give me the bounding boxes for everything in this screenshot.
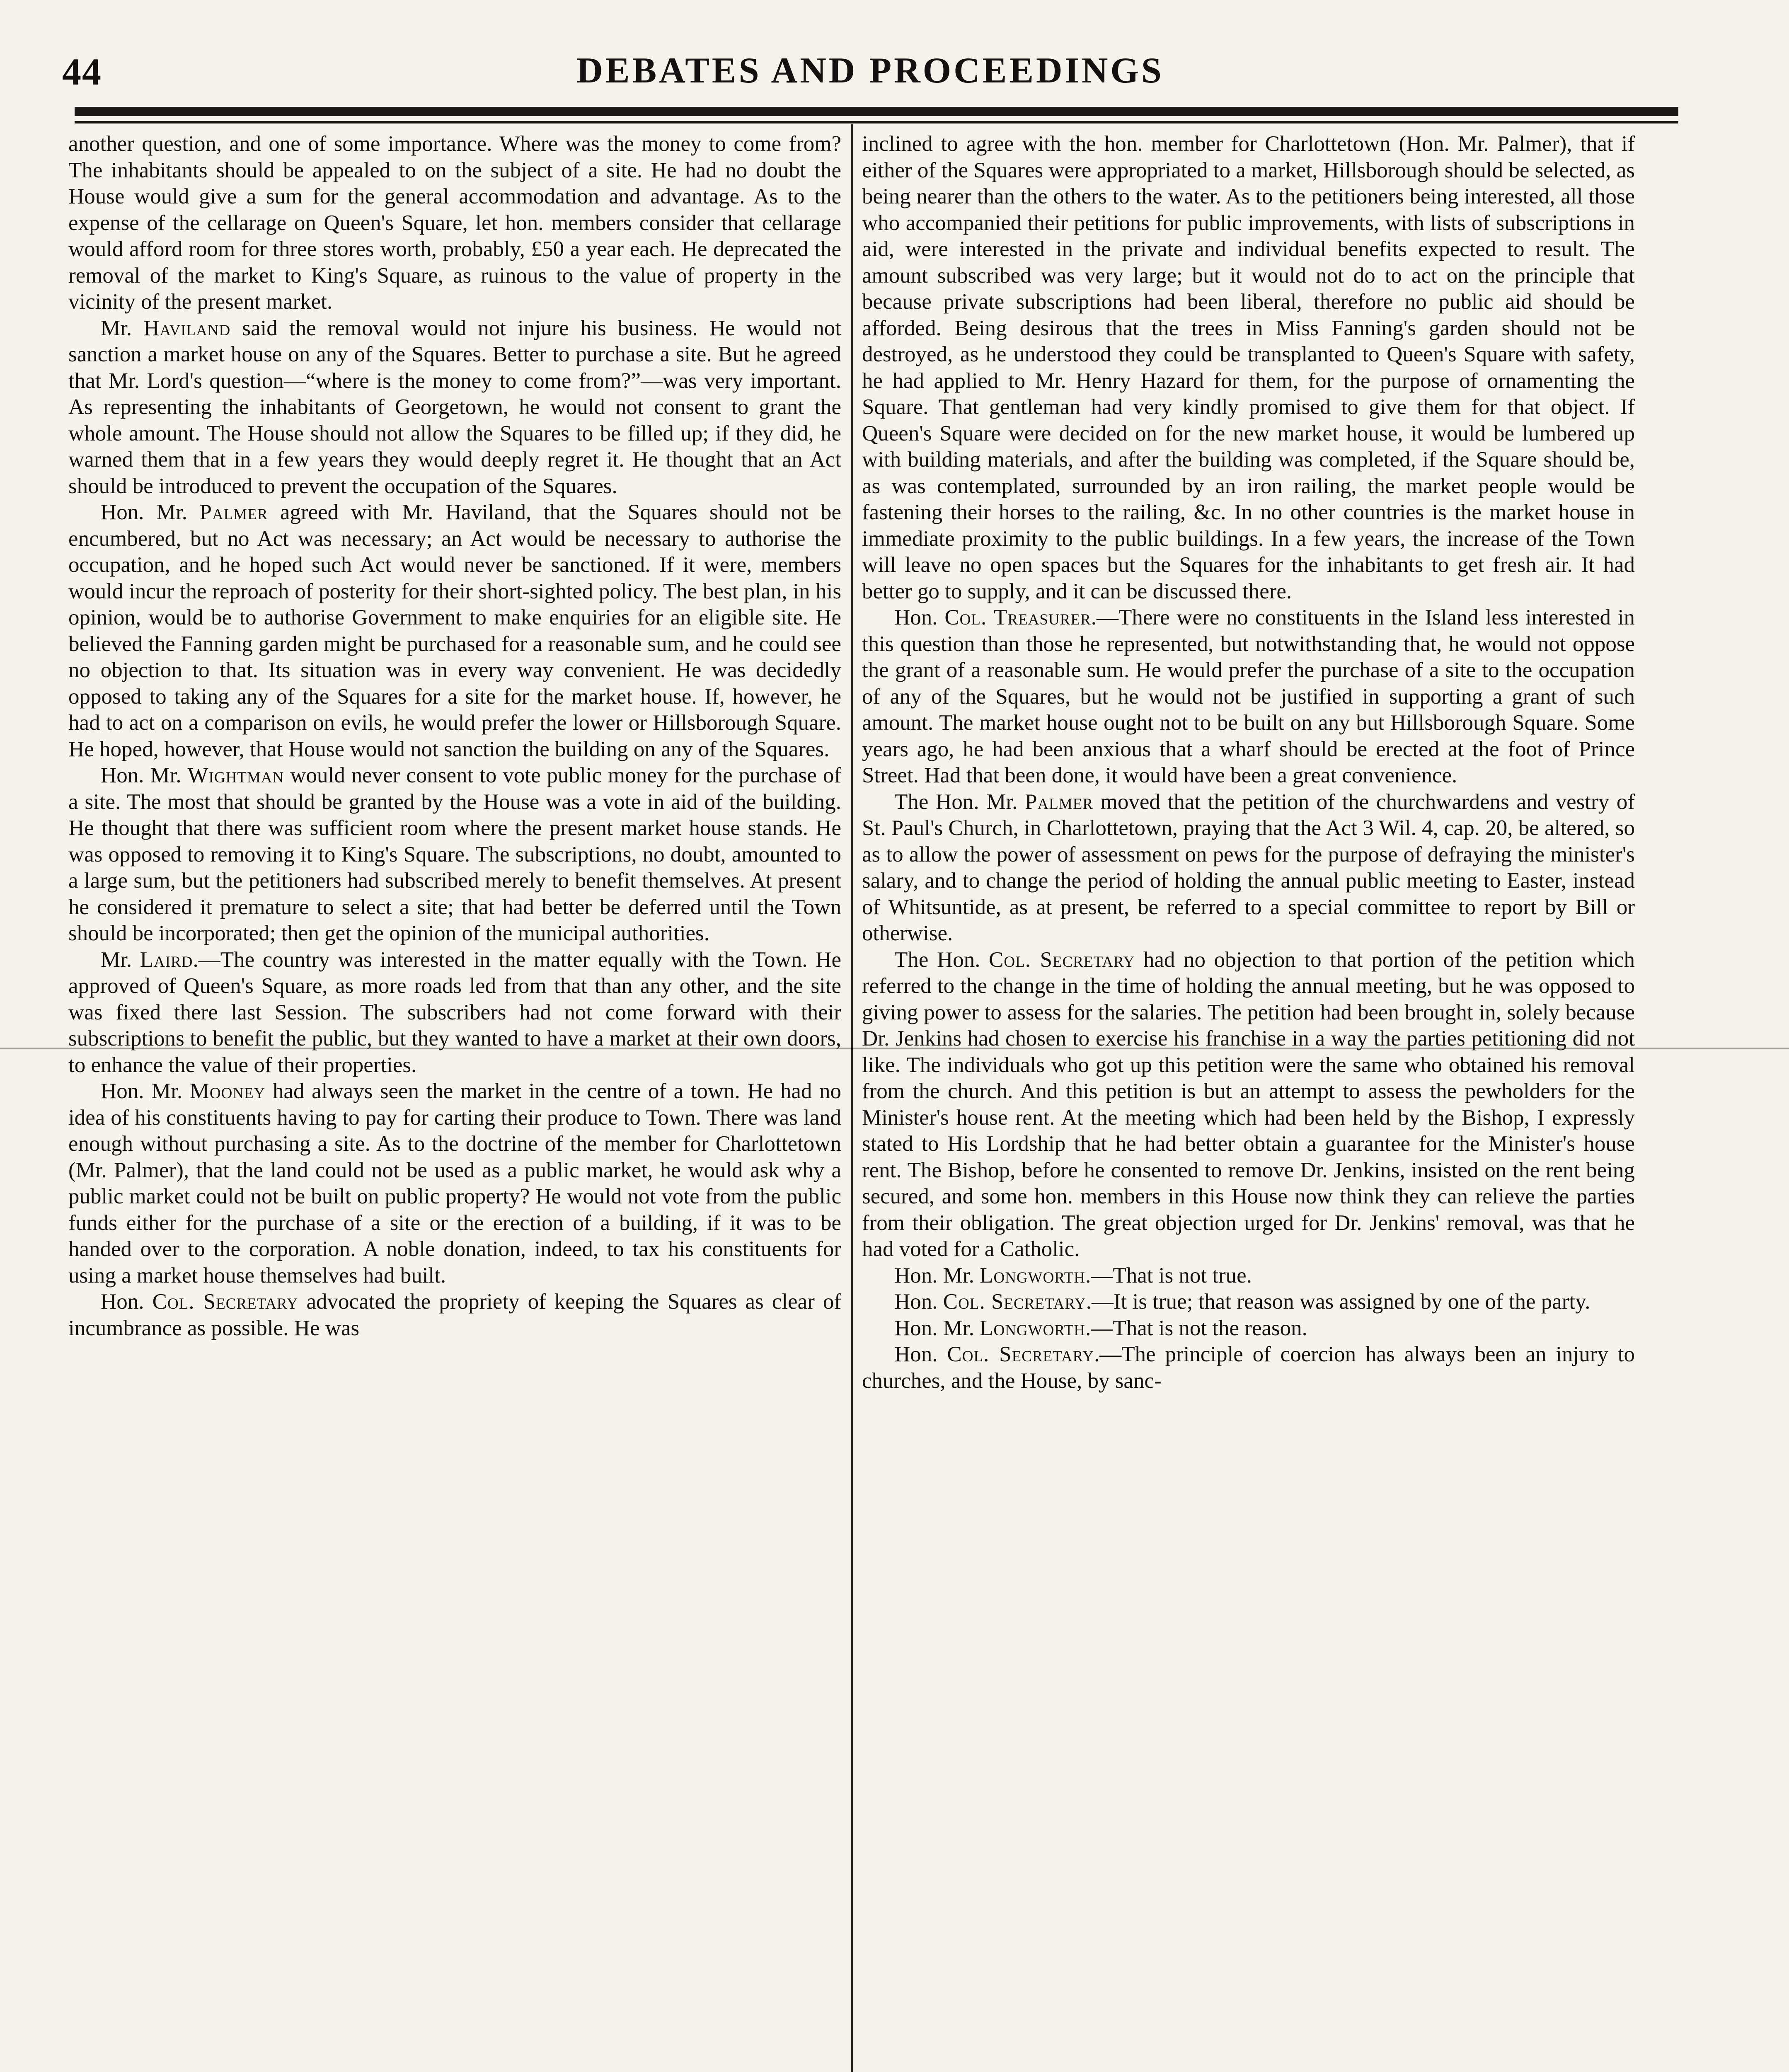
paragraph bbox=[862, 131, 1635, 605]
column-divider bbox=[851, 124, 853, 2072]
paragraph-text: inclined to agree with the hon. member for Charlottetown (Hon. Mr. Palmer), that if either of the Squares were appropriated to a market, Hillsborough should be selected, as being nearer than the others to the water. As to the petitioners being interested, all those who accompanied their petitions for public improvements, with lists of subscriptions in aid, were interested in the private and individual benefits expected to result. The amount subscribed was very large; but it would not do to act on the principle that because private subscriptions had been liberal, therefore no public aid should be afforded. Being desirous that the trees in Miss Fanning's garden should not be destroyed, as he understood they could be transplanted to Queen's Square with safety, he had applied to Mr. Henry Hazard for them, for the purpose of ornamenting the Square. That gentleman had very kindly promised to give them for that object. If Queen's Square were decided on for the new market house, it would be lumbered up with building materials, and after the building was completed, if the Square should be, as was contemplated, surrounded by an iron railing, the market people would be fastening their horses to the railing, &c. In no other countries is the market house in immediate proximity to the public buildings. In a few years, the increase of the Town will leave no open spaces but the Squares for the inhabitants to get fresh air. It had better go to supply, and it can be discussed there. bbox=[862, 132, 1635, 603]
paragraph bbox=[68, 315, 841, 500]
speaker-name: Mooney bbox=[189, 1079, 266, 1103]
paragraph bbox=[68, 1289, 841, 1341]
paragraph bbox=[862, 605, 1635, 789]
paragraph-text: Hon. bbox=[101, 1290, 153, 1314]
paragraph bbox=[862, 947, 1635, 1263]
right-column bbox=[862, 131, 1635, 2072]
paragraph-text: another question, and one of some importance. Where was the money to come from? The inhabitants should be appealed to on the subject of a site. He had no doubt the House would give a sum for the general accommodation and advantage. As to the expense of the cellarage on Queen's Square, let hon. members consider that cellarage would afford room for three stores worth, probably, £50 a year each. He deprecated the removal of the market to King's Square, as ruinous to the value of property in the vicinity of the present market. bbox=[68, 132, 841, 314]
speaker-name: Col. Secretary bbox=[947, 1342, 1094, 1366]
paragraph-text: would never consent to vote public money for the purchase of a site. The most that should be granted by the House was a vote in aid of the building. He thought that there was sufficient room where the present market house stands. He was opposed to removing it to King's Square. The subscriptions, no doubt, amounted to a large sum, but the petitioners had subscribed merely to benefit themselves. At present he considered it premature to select a site; that had better be deferred until the Town should be incorporated; then get the opinion of the municipal authorities. bbox=[68, 763, 841, 945]
header-rule-thin bbox=[75, 121, 1678, 123]
paragraph bbox=[68, 499, 841, 762]
paragraph bbox=[68, 1078, 841, 1289]
paragraph-text: had always seen the market in the centre of a town. He had no idea of his constituents having to pay for carting their produce to Town. There was land enough without purchasing a site. As to the doctrine of the member for Charlottetown (Mr. Palmer), that the land could not be used as a public market, he would ask why a public market could not be built on public property? He would not vote from the public funds either for the purchase of a site or the erection of a building, if it was to be handed over to the corporation. A noble donation, indeed, to tax his constituents for using a market house themselves had built. bbox=[68, 1079, 841, 1288]
page-number: 44 bbox=[62, 51, 102, 93]
paragraph bbox=[68, 947, 841, 1079]
paragraph-text: Hon. Mr. bbox=[101, 1079, 190, 1103]
paragraph bbox=[68, 131, 841, 315]
speaker-name: Palmer bbox=[1025, 789, 1094, 814]
page-fold-line bbox=[0, 1048, 1789, 1049]
paragraph-text: .—The country was interested in the matter equally with the Town. He approved of Queen's Square, as more roads led from that than any other, and the site was fixed there last Session. The subscribers had not come forward with their subscriptions to benefit the public, but they wanted to have a market at their own doors, to enhance the value of their properties. bbox=[68, 947, 841, 1077]
paragraph-text: The Hon. bbox=[894, 947, 989, 972]
speaker-name: Col. Treasurer bbox=[944, 605, 1091, 629]
paragraph-text: .—It is true; that reason was assigned by one of the party. bbox=[1086, 1290, 1590, 1314]
paragraph-text: Hon. bbox=[894, 1290, 943, 1314]
paragraph-text: Hon. Mr. bbox=[894, 1263, 980, 1288]
paragraph-text: had no objection to that portion of the petition which referred to the change in the time of holding the annual meeting, but he was opposed to giving power to assess for the salaries. The petition had been brought in, solely because Dr. Jenkins had chosen to exercise his franchise in a way the parties petitioning did not like. The individuals who got up this petition were the same who obtained his removal from the church. And this petition is but an attempt to assess the pewholders for the Minister's house rent. At the meeting which had been held by the Bishop, I expressly stated to His Lordship that he had better obtain a guarantee for the Minister's house rent. The Bishop, before he consented to remove Dr. Jenkins, insisted on the rent being secured, and some hon. members in this House now think they can relieve the parties from their obligation. The great objection urged for Dr. Jenkins' removal, was that he had voted for a Catholic. bbox=[862, 947, 1635, 1261]
running-head-title: DEBATES AND PROCEEDINGS bbox=[576, 51, 1164, 91]
speaker-name: Laird bbox=[140, 947, 193, 972]
header-rule-thick bbox=[75, 107, 1678, 116]
paragraph-text: Hon. Mr. bbox=[101, 500, 200, 524]
paragraph-text: Mr. bbox=[101, 947, 140, 972]
paragraph bbox=[862, 1263, 1635, 1289]
paragraph bbox=[862, 1341, 1635, 1394]
speaker-name: Col. Secretary bbox=[152, 1290, 298, 1314]
paragraph-text: Hon. bbox=[894, 605, 945, 629]
paragraph-text: advocated the propriety of keeping the Squares as clear of incumbrance as possible. He was bbox=[68, 1290, 841, 1340]
speaker-name: Haviland bbox=[143, 316, 231, 340]
paragraph-text: moved that the petition of the churchwardens and vestry of St. Paul's Church, in Charlottetown, praying that the Act 3 Wil. 4, cap. 20, be altered, so as to allow the power of assessment on pews for the purpose of defraying the minister's salary, and to change the period of holding the annual public meeting to Easter, instead of Whitsuntide, as at present, be referred to a special committee to report by Bill or otherwise. bbox=[862, 789, 1635, 945]
paragraph-text: .—There were no constituents in the Island less interested in this question than those he represented, but notwithstanding that, he would not oppose the grant of a reasonable sum. He would prefer the purchase of a site to the occupation of any of the Squares, but he would not be justified in supporting a grant of such amount. The market house ought not to be built on any but Hillsborough Square. Some years ago, he had been anxious that a wharf should be erected at the foot of Prince Street. Had that been done, it would have been a great convenience. bbox=[862, 605, 1635, 787]
speaker-name: Longworth bbox=[980, 1316, 1086, 1340]
paragraph-text: The Hon. Mr. bbox=[894, 789, 1025, 814]
speaker-name: Wightman bbox=[187, 763, 284, 787]
page-header bbox=[62, 50, 1678, 108]
speaker-name: Palmer bbox=[199, 500, 268, 524]
paragraph-text: said the removal would not injure his business. He would not sanction a market house on any of the Squares. Better to purchase a site. But he agreed that Mr. Lord's question—“where is the money to come from?”—was very important. As representing the inhabitants of Georgetown, he would not consent to grant the whole amount. The House should not allow the Squares to be filled up; if they did, he warned them that in a few years they would deeply regret it. He thought that an Act should be introduced to prevent the occupation of the Squares. bbox=[68, 316, 841, 498]
paragraph-text: Mr. bbox=[101, 316, 144, 340]
paragraph-text: Hon. bbox=[894, 1342, 947, 1366]
paragraph-text: Hon. Mr. bbox=[894, 1316, 980, 1340]
speaker-name: Longworth bbox=[980, 1263, 1086, 1288]
paragraph bbox=[862, 789, 1635, 947]
paragraph bbox=[862, 1315, 1635, 1342]
paragraph bbox=[862, 1289, 1635, 1315]
left-column bbox=[68, 131, 841, 2072]
paragraph bbox=[68, 762, 841, 947]
paragraph-text: Hon. Mr. bbox=[101, 763, 188, 787]
paragraph-text: .—That is not true. bbox=[1085, 1263, 1252, 1288]
speaker-name: Col. Secretary bbox=[943, 1290, 1086, 1314]
paragraph-text: .—That is not the reason. bbox=[1085, 1316, 1307, 1340]
paragraph-text: .—The principle of coercion has always been an injury to churches, and the House, by sanc- bbox=[862, 1342, 1635, 1393]
speaker-name: Col. Secretary bbox=[989, 947, 1135, 972]
paragraph-text: agreed with Mr. Haviland, that the Squares should not be encumbered, but no Act was necessary; an Act would be necessary to authorise the occupation, and he hoped such Act would never be sanctioned. If it were, members would incur the reproach of posterity for their short-sighted policy. The best plan, in his opinion, would be to authorise Government to make enquiries for an eligible site. He believed the Fanning garden might be purchased for a reasonable sum, and he could see no objection to that. Its situation was in every way convenient. He was decidedly opposed to taking any of the Squares for a site for the market house. If, however, he had to act on a comparison on evils, he would prefer the lower or Hillsborough Square. He hoped, however, that House would not sanction the building on any of the Squares. bbox=[68, 500, 841, 761]
